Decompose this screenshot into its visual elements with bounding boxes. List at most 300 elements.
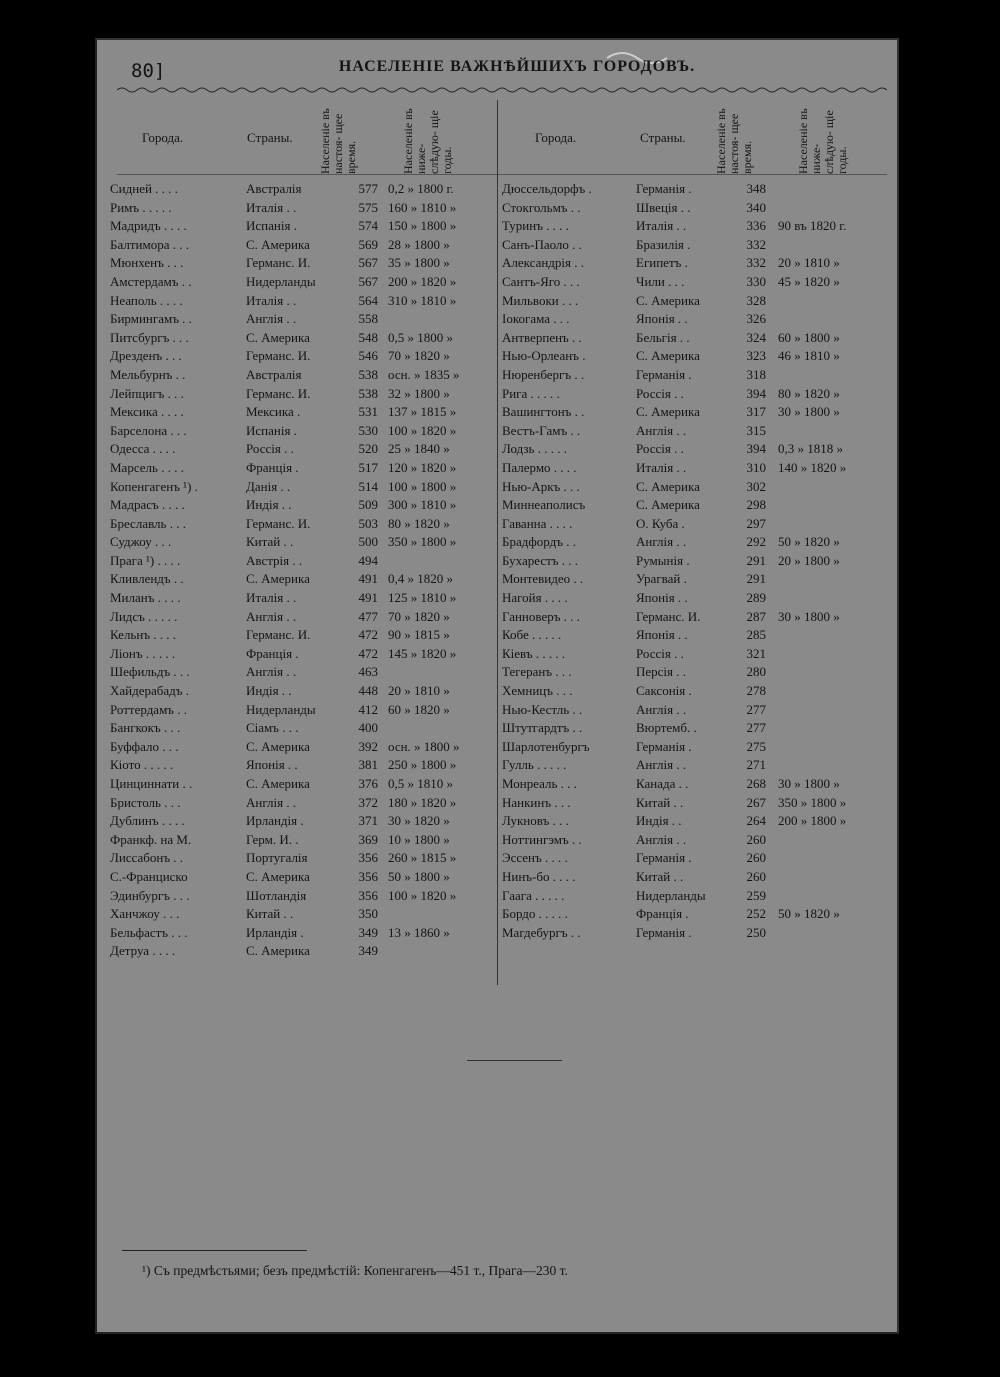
cell-pop: 336 <box>746 218 766 234</box>
cell-country: С. Америка <box>246 776 310 791</box>
table-row <box>110 663 508 682</box>
table-row <box>110 440 508 459</box>
table-row <box>110 812 508 831</box>
cell-city: Римъ . . . . . <box>110 199 172 215</box>
table-row <box>110 608 508 627</box>
cell-hist: 180 » 1820 » <box>388 794 457 810</box>
cell-country: Нидерланды <box>636 887 706 903</box>
cell-country: Англія . . <box>246 608 297 624</box>
cell-country: Сіамъ . . . <box>246 720 299 736</box>
cell-country: С. Америка <box>636 404 700 420</box>
cell-country: Вюртемб. . <box>636 720 697 736</box>
cell-hist: 10 » 1800 » <box>388 831 450 847</box>
cell-hist: 350 » 1800 » <box>388 534 457 550</box>
cell-hist: 30 » 1800 » <box>778 404 840 420</box>
cell-city: Бухарестъ . . . <box>502 552 579 568</box>
cell-country: Россія . . <box>246 441 294 457</box>
cell-country: Франція . <box>636 906 689 922</box>
end-rule <box>467 1060 562 1061</box>
table-row <box>502 589 896 608</box>
cell-city: Детруа . . . . <box>110 943 176 959</box>
cell-city: Монтевидео . . <box>502 571 584 587</box>
cell-hist: 0,2 » 1800 г. <box>388 181 454 196</box>
cell-country: Китай . . <box>246 906 294 922</box>
left-table <box>110 180 508 961</box>
cell-pop: 494 <box>358 552 378 568</box>
table-row <box>110 868 508 887</box>
cell-pop: 564 <box>358 292 378 308</box>
cell-country: Россія . . <box>636 385 684 401</box>
cell-pop: 463 <box>358 664 378 680</box>
cell-hist: 50 » 1800 » <box>388 868 450 884</box>
table-row <box>110 682 508 701</box>
table-row <box>502 608 896 627</box>
cell-country: Англія . . <box>246 664 297 680</box>
cell-pop: 252 <box>746 906 766 922</box>
cell-pop: 297 <box>746 515 766 531</box>
cell-hist: 145 » 1820 » <box>388 645 457 661</box>
cell-city: Лейпцигъ . . . <box>110 385 184 401</box>
cell-city: Мильвоки . . . <box>502 292 579 308</box>
table-row <box>110 849 508 868</box>
cell-pop: 271 <box>746 757 766 773</box>
page-number: 80] <box>131 60 166 82</box>
table-row <box>110 794 508 813</box>
cell-pop: 285 <box>746 627 766 643</box>
cell-pop: 371 <box>358 813 378 829</box>
cell-hist: 32 » 1800 » <box>388 385 450 401</box>
cell-country: С. Америка <box>636 497 700 513</box>
cell-hist: 90 въ 1820 г. <box>778 218 847 234</box>
cell-city: Амстердамъ . . <box>110 273 192 289</box>
cell-hist <box>766 366 896 385</box>
table-row <box>502 701 896 720</box>
cell-city: Прага ¹) . . . . <box>110 552 181 568</box>
table-row <box>502 775 896 794</box>
cell-country: Мексика . <box>246 404 301 420</box>
cell-country: Бразилія . <box>636 236 691 252</box>
cell-country: Россія . . <box>636 645 684 661</box>
table-row <box>110 626 508 645</box>
header-city-left: Города. <box>142 130 184 145</box>
table-row <box>110 942 508 961</box>
table-row <box>110 385 508 404</box>
table-row <box>502 385 896 404</box>
cell-city: Нью-Аркъ . . . <box>502 478 580 494</box>
table-row <box>502 663 896 682</box>
cell-pop: 514 <box>358 478 378 494</box>
table-row <box>502 366 896 385</box>
cell-hist: 310 » 1810 » <box>388 292 457 308</box>
cell-hist <box>766 422 896 441</box>
cell-hist: 100 » 1820 » <box>388 887 457 903</box>
cell-pop: 260 <box>746 831 766 847</box>
cell-country: Германс. И. <box>246 348 311 364</box>
cell-hist: 260 » 1815 » <box>388 850 457 866</box>
cell-country: Австралія <box>246 366 302 382</box>
table-row <box>502 552 896 571</box>
table-row <box>110 738 508 757</box>
cell-country: Ирландія . <box>246 813 304 829</box>
header-pop-now-left: Населеніе въ настоя- щее время. <box>318 108 358 174</box>
cell-pop: 302 <box>746 478 766 494</box>
table-row <box>502 738 896 757</box>
cell-city: Іокогама . . . <box>502 311 570 327</box>
cell-country: Германс. И. <box>636 608 701 624</box>
cell-city: Нанкинъ . . . <box>502 794 571 810</box>
cell-pop: 332 <box>746 255 766 271</box>
cell-country: Персія . . <box>636 664 687 680</box>
cell-pop: 400 <box>358 720 378 736</box>
cell-country: Италія . . <box>246 590 297 606</box>
cell-city: Хайдерабадъ . <box>110 683 189 699</box>
cell-country: С. Америка <box>246 943 310 959</box>
cell-country: Китай . . <box>636 868 684 884</box>
cell-country: Германія . <box>636 181 692 196</box>
cell-city: Магдебургъ . . <box>502 924 581 940</box>
cell-pop: 328 <box>746 292 766 308</box>
cell-hist <box>766 849 896 868</box>
cell-city: Хемницъ . . . <box>502 683 573 699</box>
cell-hist <box>766 496 896 515</box>
table-row <box>502 217 896 236</box>
cell-country: Испанія . <box>246 218 297 234</box>
cell-pop: 356 <box>358 887 378 903</box>
cell-city: Санъ-Паоло . . <box>502 236 582 252</box>
table-row <box>502 236 896 255</box>
table-row <box>110 310 508 329</box>
cell-pop: 569 <box>358 236 378 252</box>
cell-city: Дюссельдорфъ . <box>502 181 592 196</box>
cell-country: Германс. И. <box>246 627 311 643</box>
cell-hist: 200 » 1800 » <box>778 813 847 829</box>
cell-pop: 323 <box>746 348 766 364</box>
cell-pop: 538 <box>358 385 378 401</box>
cell-pop: 477 <box>358 608 378 624</box>
cell-pop: 317 <box>746 404 766 420</box>
cell-city: Антверпенъ . . <box>502 329 582 345</box>
table-row <box>502 887 896 906</box>
cell-hist <box>766 645 896 664</box>
cell-pop: 298 <box>746 497 766 513</box>
table-row <box>110 496 508 515</box>
cell-country: Бельгія . . <box>636 329 690 345</box>
cell-country: С. Америка <box>636 292 700 308</box>
cell-hist: 80 » 1820 » <box>778 385 840 401</box>
cell-city: Нюренбергъ . . <box>502 366 585 382</box>
cell-hist <box>766 738 896 757</box>
table-row <box>502 496 896 515</box>
header-rule <box>117 174 887 175</box>
cell-city: Балтимора . . . <box>110 236 189 252</box>
cell-city: Дублинъ . . . . <box>110 813 185 829</box>
cell-hist: 30 » 1800 » <box>778 608 840 624</box>
cell-country: Германс. И. <box>246 255 311 271</box>
cell-city: Буффало . . . <box>110 738 179 754</box>
cell-country: Франція . <box>246 459 299 475</box>
cell-hist: 100 » 1800 » <box>388 478 457 494</box>
cell-country: Чили . . . <box>636 273 685 289</box>
cell-hist <box>766 292 896 311</box>
cell-country: Японія . . <box>636 311 688 327</box>
cell-hist: 50 » 1820 » <box>778 534 840 550</box>
cell-city: Ноттингэмъ . . <box>502 831 582 847</box>
cell-pop: 392 <box>358 738 378 754</box>
cell-pop: 530 <box>358 422 378 438</box>
header-pop-hist-right: Населеніе въ ниже- слѣдую- щіе годы. <box>796 108 849 174</box>
cell-pop: 349 <box>358 924 378 940</box>
table-row <box>502 199 896 218</box>
table-row <box>110 775 508 794</box>
table-row <box>502 831 896 850</box>
cell-pop: 348 <box>746 181 766 196</box>
cell-country: Германс. И. <box>246 515 311 531</box>
cell-country: Шотландія <box>246 887 307 903</box>
table-row <box>110 403 508 422</box>
cell-country: Англія . . <box>246 794 297 810</box>
cell-pop: 280 <box>746 664 766 680</box>
cell-hist: 0,5 » 1800 » <box>388 329 453 345</box>
cell-city: Мексика . . . . <box>110 404 184 420</box>
table-row <box>110 831 508 850</box>
cell-hist <box>382 905 508 924</box>
cell-pop: 259 <box>746 887 766 903</box>
cell-city: Эдинбургъ . . . <box>110 887 190 903</box>
cell-hist: 20 » 1810 » <box>388 683 450 699</box>
cell-city: Гулль . . . . . <box>502 757 567 773</box>
table-row <box>110 887 508 906</box>
table-row <box>110 533 508 552</box>
cell-city: Александрія . . <box>502 255 584 271</box>
cell-city: Вашингтонъ . . <box>502 404 585 420</box>
cell-city: Лукновъ . . . <box>502 813 569 829</box>
cell-pop: 448 <box>358 683 378 699</box>
cell-city: Шарлотенбургъ <box>502 738 590 754</box>
cell-country: С. Америка <box>246 738 310 754</box>
table-row <box>502 459 896 478</box>
footnote: ¹) Съ предмѣстьями; безъ предмѣстій: Копенгагенъ—451 т., Прага—230 т. <box>142 1263 568 1278</box>
cell-hist <box>766 719 896 738</box>
cell-city: Ліонъ . . . . . <box>110 645 176 661</box>
cell-hist <box>766 570 896 589</box>
cell-city: Кіото . . . . . <box>110 757 174 773</box>
cell-pop: 275 <box>746 738 766 754</box>
cell-city: Штутгардтъ . . <box>502 720 583 736</box>
cell-city: Сантъ-Яго . . . <box>502 273 580 289</box>
cell-country: Японія . . <box>636 590 688 606</box>
cell-hist <box>766 199 896 218</box>
cell-hist: 30 » 1820 » <box>388 813 450 829</box>
cell-pop: 268 <box>746 776 766 791</box>
table-row <box>502 645 896 664</box>
cell-hist <box>382 942 508 961</box>
cell-pop: 264 <box>746 813 766 829</box>
cell-country: Нидерланды <box>246 701 316 717</box>
cell-hist: 30 » 1800 » <box>778 776 840 791</box>
cell-city: Неаполь . . . . <box>110 292 183 308</box>
cell-hist: осн. » 1835 » <box>388 366 460 382</box>
cell-country: Индія . . <box>246 497 292 513</box>
table-row <box>502 812 896 831</box>
cell-hist: 46 » 1810 » <box>778 348 840 364</box>
cell-city: Нинъ-бо . . . . <box>502 868 576 884</box>
cell-hist <box>382 719 508 738</box>
cell-hist: 150 » 1800 » <box>388 218 457 234</box>
cell-pop: 517 <box>358 459 378 475</box>
cell-pop: 546 <box>358 348 378 364</box>
cell-pop: 381 <box>358 757 378 773</box>
cell-pop: 324 <box>746 329 766 345</box>
table-row <box>502 310 896 329</box>
table-row <box>110 570 508 589</box>
header-city-right: Города. <box>535 130 577 145</box>
table-row <box>502 515 896 534</box>
cell-hist: осн. » 1800 » <box>388 738 460 754</box>
cell-pop: 509 <box>358 497 378 513</box>
cell-country: Германія . <box>636 738 692 754</box>
cell-country: Канада . . <box>636 776 689 791</box>
cell-country: Англія . . <box>246 311 297 327</box>
cell-city: Цинциннати . . <box>110 776 193 791</box>
cell-pop: 332 <box>746 236 766 252</box>
cell-pop: 318 <box>746 366 766 382</box>
cell-city: Суджоу . . . <box>110 534 172 550</box>
cell-pop: 574 <box>358 218 378 234</box>
cell-pop: 567 <box>358 255 378 271</box>
cell-city: Лодзь . . . . . <box>502 441 567 457</box>
cell-pop: 503 <box>358 515 378 531</box>
cell-city: Бреславль . . . <box>110 515 186 531</box>
cell-country: Урагвай . <box>636 571 687 587</box>
cell-city: Бангкокъ . . . <box>110 720 181 736</box>
table-row <box>502 533 896 552</box>
cell-pop: 340 <box>746 199 766 215</box>
table-row <box>110 199 508 218</box>
table-row <box>502 905 896 924</box>
table-row <box>110 552 508 571</box>
cell-country: С. Америка <box>246 329 310 345</box>
cell-country: Румынія . <box>636 552 690 568</box>
cell-city: Туринъ . . . . <box>502 218 569 234</box>
cell-city: Сидней . . . . <box>110 181 178 196</box>
table-row <box>110 366 508 385</box>
cell-city: Кіевъ . . . . . <box>502 645 566 661</box>
page-title: НАСЕЛЕНІЕ ВАЖНѢЙШИХЪ ГОРОДОВЪ. <box>338 58 696 75</box>
table-row <box>502 868 896 887</box>
cell-pop: 548 <box>358 329 378 345</box>
table-row <box>110 589 508 608</box>
cell-country: Италія . . <box>636 218 687 234</box>
cell-hist: 0,4 » 1820 » <box>388 571 453 587</box>
cell-country: Египетъ . <box>636 255 688 271</box>
table-row <box>110 273 508 292</box>
cell-country: Россія . . <box>636 441 684 457</box>
cell-city: Шефильдъ . . . <box>110 664 190 680</box>
cell-city: Франкф. на М. <box>110 831 192 847</box>
cell-pop: 277 <box>746 701 766 717</box>
cell-pop: 267 <box>746 794 766 810</box>
cell-pop: 531 <box>358 404 378 420</box>
cell-pop: 369 <box>358 831 378 847</box>
table-row <box>502 924 896 943</box>
cell-hist <box>766 887 896 906</box>
cell-pop: 376 <box>358 776 378 791</box>
cell-city: Нью-Орлеанъ . <box>502 348 586 364</box>
cell-pop: 491 <box>358 571 378 587</box>
cell-city: Мельбурнъ . . <box>110 366 186 382</box>
cell-pop: 292 <box>746 534 766 550</box>
cell-hist <box>766 682 896 701</box>
cell-pop: 330 <box>746 273 766 289</box>
cell-hist: 90 » 1815 » <box>388 627 450 643</box>
cell-city: С.-Франциско <box>110 868 188 884</box>
table-row <box>110 459 508 478</box>
cell-country: Англія . . <box>636 701 687 717</box>
table-row <box>110 180 508 199</box>
cell-country: С. Америка <box>636 478 700 494</box>
cell-country: Англія . . <box>636 534 687 550</box>
cell-country: С. Америка <box>636 348 700 364</box>
cell-hist: 350 » 1800 » <box>778 794 847 810</box>
cell-pop: 349 <box>358 943 378 959</box>
cell-city: Миннеаполисъ <box>502 497 586 513</box>
table-row <box>502 329 896 348</box>
cell-pop: 310 <box>746 459 766 475</box>
cell-city: Гаванна . . . . <box>502 515 573 531</box>
cell-pop: 326 <box>746 311 766 327</box>
cell-hist <box>766 310 896 329</box>
cell-pop: 577 <box>358 181 378 196</box>
cell-hist: 80 » 1820 » <box>388 515 450 531</box>
cell-hist: 50 » 1820 » <box>778 906 840 922</box>
cell-country: Японія . . <box>246 757 298 773</box>
cell-pop: 278 <box>746 683 766 699</box>
cell-country: О. Куба . <box>636 515 685 531</box>
cell-country: Японія . . <box>636 627 688 643</box>
cell-pop: 491 <box>358 590 378 606</box>
table-row <box>502 682 896 701</box>
cell-city: Дрезденъ . . . <box>110 348 182 364</box>
cell-city: Эссенъ . . . . <box>502 850 568 866</box>
cell-country: Франція . <box>246 645 299 661</box>
table-row <box>502 403 896 422</box>
cell-city: Кливлендъ . . <box>110 571 184 587</box>
cell-hist <box>766 701 896 720</box>
cell-country: Австрія . . <box>246 552 303 568</box>
cell-city: Нью-Кестль . . <box>502 701 583 717</box>
cell-country: Германс. И. <box>246 385 311 401</box>
cell-pop: 394 <box>746 385 766 401</box>
right-table <box>502 180 896 942</box>
table-row <box>502 794 896 813</box>
cell-city: Палермо . . . . <box>502 459 577 475</box>
cell-country: Германія . <box>636 850 692 866</box>
table-row <box>110 478 508 497</box>
cell-pop: 287 <box>746 608 766 624</box>
cell-hist <box>766 924 896 943</box>
cell-city: Бирмингамъ . . <box>110 311 192 327</box>
cell-country: Герм. И. . <box>246 831 299 847</box>
cell-pop: 472 <box>358 627 378 643</box>
cell-hist: 200 » 1820 » <box>388 273 457 289</box>
cell-hist: 250 » 1800 » <box>388 757 457 773</box>
cell-hist <box>766 180 896 199</box>
footnote-rule <box>122 1250 307 1251</box>
cell-city: Миланъ . . . . <box>110 590 181 606</box>
table-row <box>502 292 896 311</box>
cell-hist: 60 » 1820 » <box>388 701 450 717</box>
cell-hist <box>766 868 896 887</box>
